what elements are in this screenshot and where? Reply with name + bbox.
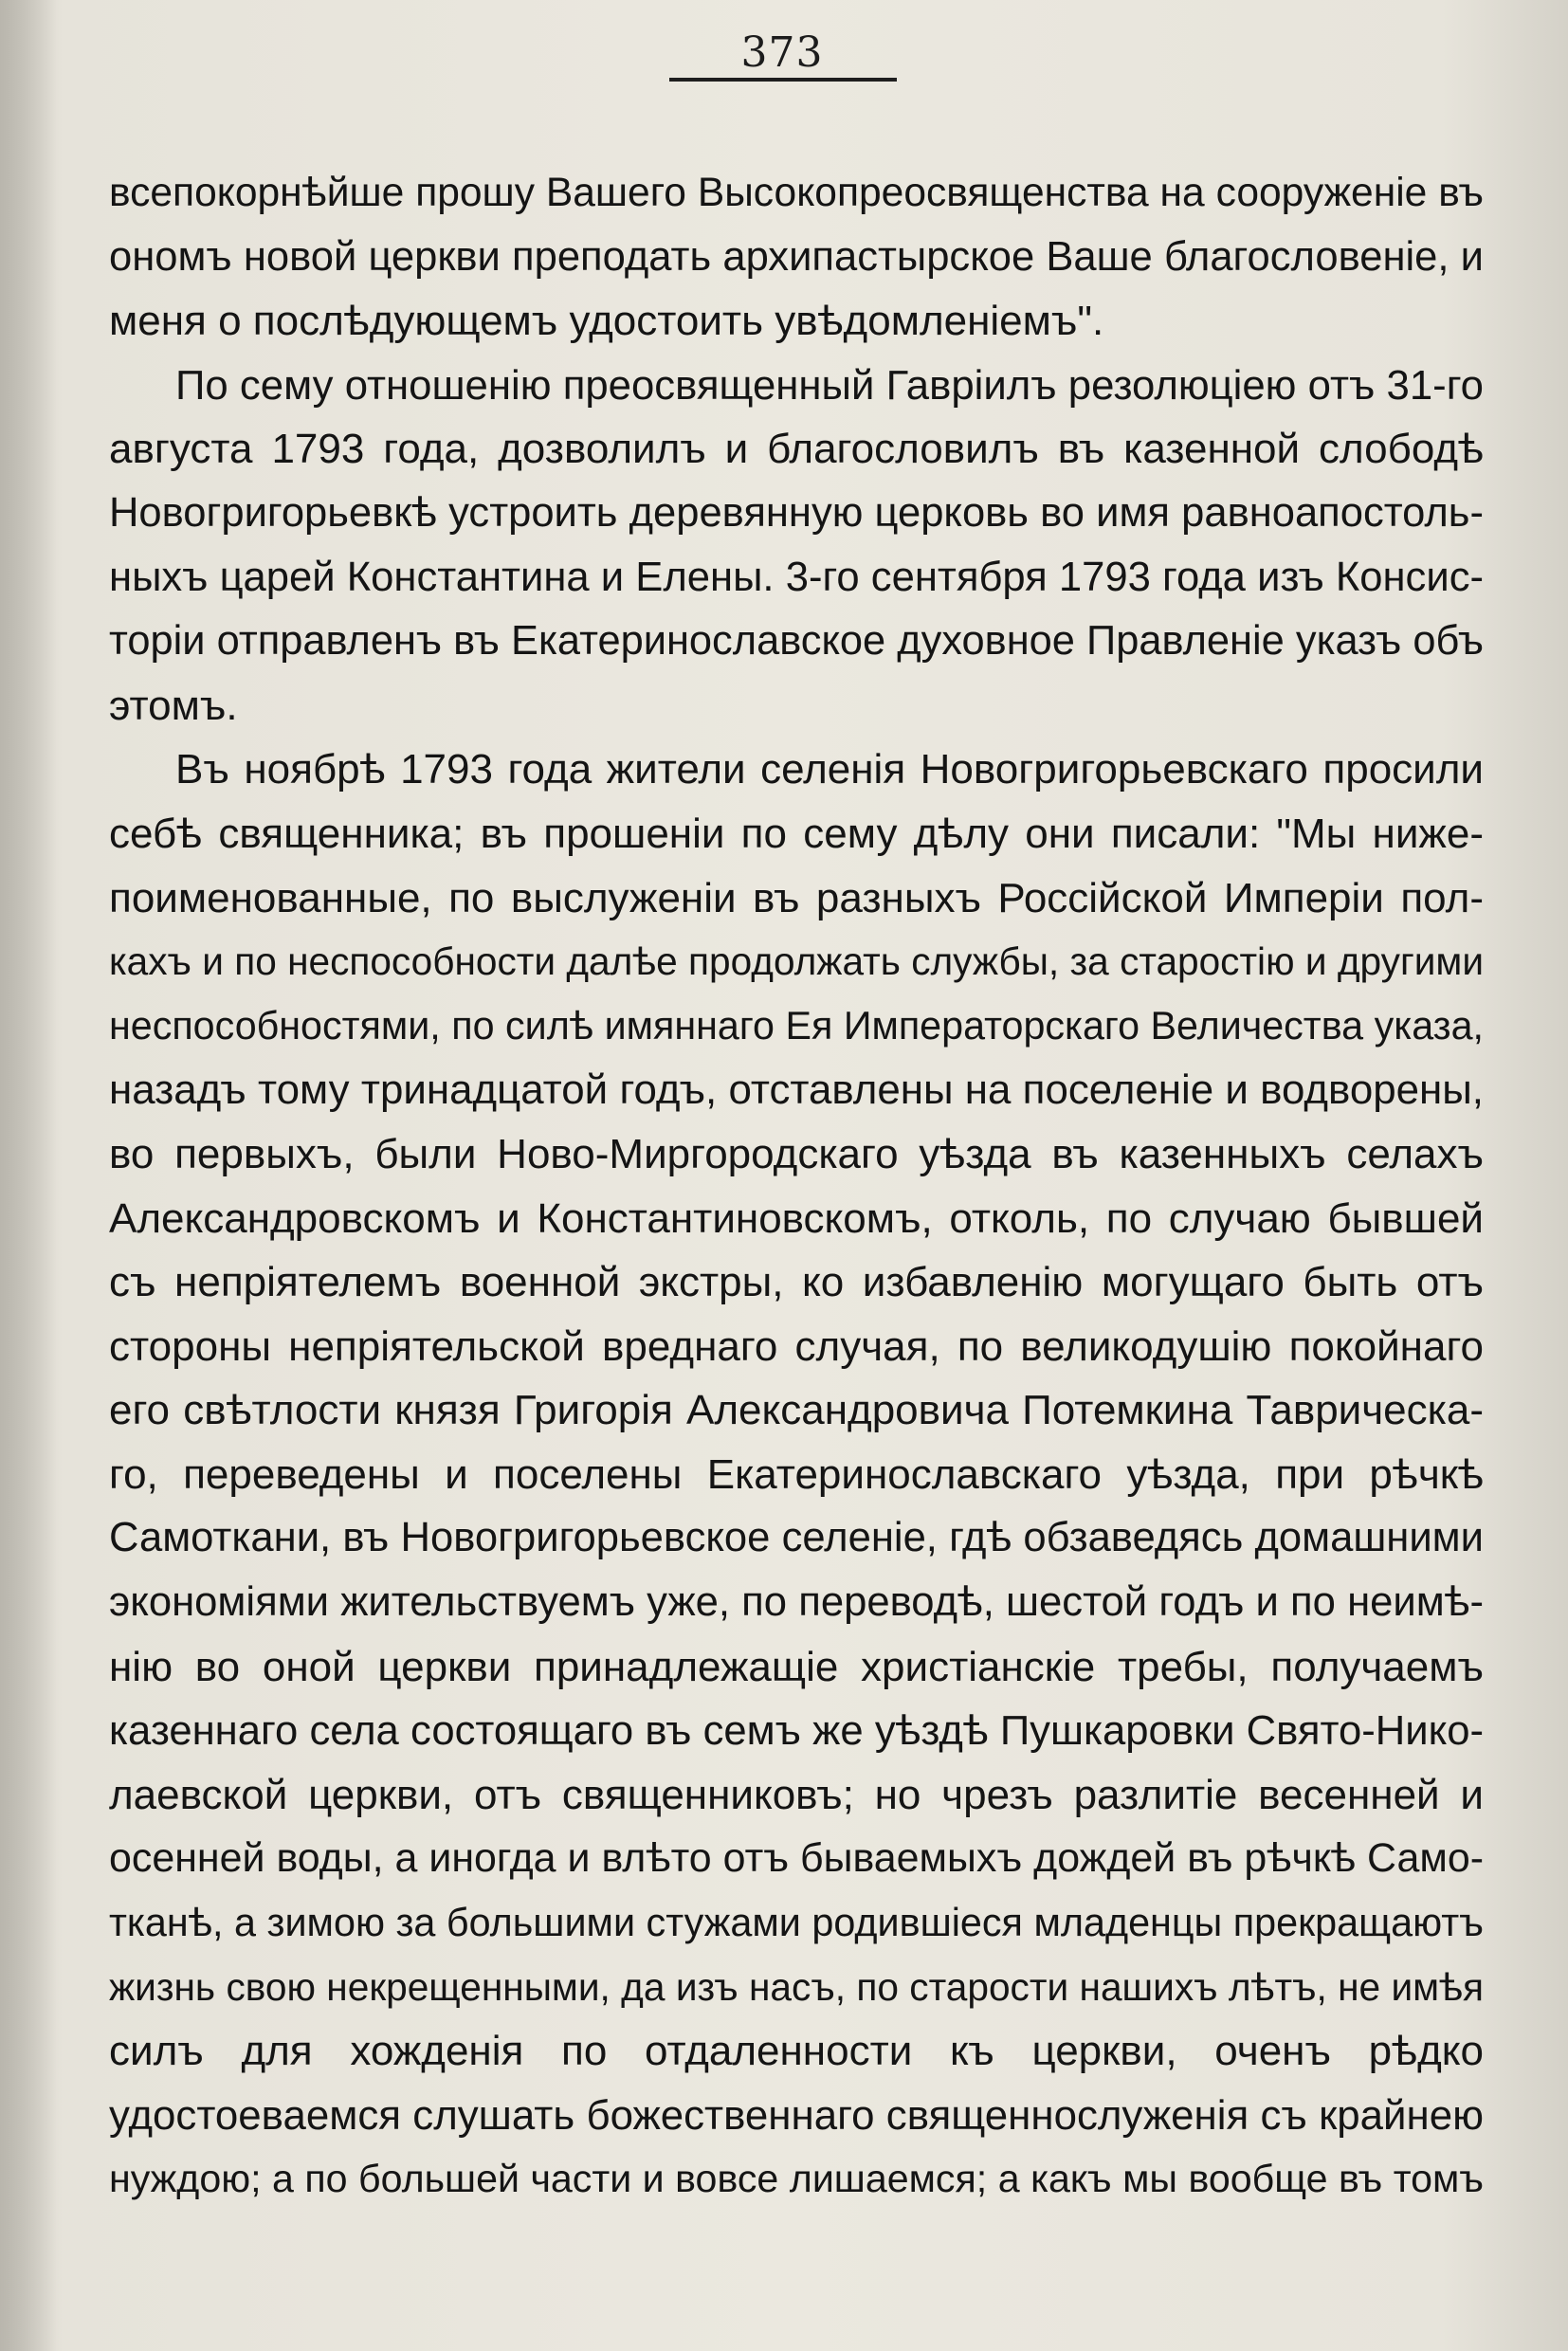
text-line: этомъ.	[109, 682, 238, 729]
text-line: Новогригорьевкѣ устроить деревянную церковь во имя равноапостоль-	[109, 489, 1484, 536]
text-line: Въ ноябрѣ 1793 года жители селенія Новогригорьевскаго просили	[175, 746, 1484, 793]
text-line: всепокорнѣйше прошу Вашего Высокопреосвященства на сооруженіе въ	[109, 170, 1484, 215]
text-line: неспособностями, по силѣ имяннаго Ея Императорскаго Величества указа,	[109, 1003, 1484, 1048]
text-line: себѣ священника; въ прошеніи по сему дѣлу они писали: "Мы ниже-	[109, 810, 1484, 857]
text-line: августа 1793 года, дозволилъ и благословилъ въ казенной слободѣ	[109, 426, 1484, 473]
gutter-shadow	[0, 0, 57, 2351]
text-line: тканѣ, а зимою за большими стужами родившіеся младенцы прекращаютъ	[109, 1901, 1484, 1945]
page-number: 373	[740, 28, 824, 77]
text-line: ныхъ царей Константина и Елены. 3-го сентября 1793 года изъ Консис-	[109, 554, 1484, 600]
text-line: съ непріятелемъ военной экстры, ко избавленію могущаго быть отъ	[109, 1259, 1484, 1306]
text-line: меня о послѣдующемъ удостоить увѣдомленіемъ".	[109, 298, 1104, 345]
text-line: во первыхъ, были Ново-Миргородскаго уѣзда въ казенныхъ селахъ	[109, 1130, 1484, 1177]
text-line: казеннаго села состоящаго въ семъ же уѣздѣ Пушкаровки Свято-Нико-	[109, 1707, 1484, 1755]
text-line: жизнь свою некрещенными, да изъ насъ, по старости нашихъ лѣтъ, не имѣя	[109, 1964, 1484, 2009]
text-line: торіи отправленъ въ Екатеринославское духовное Правленіе указъ объ	[109, 618, 1484, 665]
text-line: По сему отношенію преосвященный Гавріилъ резолюціею отъ 31-го	[175, 361, 1484, 409]
text-line: удостоеваемся слушать божественнаго священнослуженія съ крайнею	[109, 2091, 1484, 2139]
text-line: экономіями жительствуемъ уже, по переводѣ, шестой годъ и по неимѣ-	[109, 1579, 1484, 1626]
text-line: поименованные, по выслуженіи въ разныхъ Россійской Имперіи пол-	[109, 874, 1484, 921]
body-text	[109, 161, 1484, 2212]
text-line: го, переведены и поселены Екатеринославскаго уѣзда, при рѣчкѣ	[109, 1450, 1484, 1498]
text-line: силъ для хожденія по отдаленности къ церкви, оченъ рѣдко	[109, 2028, 1484, 2075]
text-line: стороны непріятельской вреднаго случая, по великодушію покойнаго	[109, 1322, 1484, 1370]
text-line: Александровскомъ и Константиновскомъ, отколь, по случаю бывшей	[109, 1194, 1484, 1242]
text-line: осенней воды, а иногда и влѣто отъ бываемыхъ дождей въ рѣчкѣ Само-	[109, 1835, 1484, 1882]
text-line: его свѣтлости князя Григорія Александровича Потемкина Таврическа-	[109, 1387, 1484, 1434]
text-line: кахъ и по неспособности далѣе продолжать службы, за старостію и другими	[109, 939, 1484, 984]
text-line: лаевской церкви, отъ священниковъ; но чрезъ разлитіе весенней и	[109, 1771, 1484, 1818]
text-line: ономъ новой церкви преподать архипастырское Ваше благословеніе, и	[109, 233, 1484, 280]
text-line: Самоткани, въ Новогригорьевское селеніе, гдѣ обзаведясь домашними	[109, 1515, 1484, 1561]
text-line: нію во оной церкви принадлежащіе христіанскіе требы, получаемъ	[109, 1643, 1484, 1690]
text-line: назадъ тому тринадцатой годъ, отставлены на поселеніе и водворены,	[109, 1066, 1484, 1114]
page-number-rule	[669, 78, 897, 82]
text-line: нуждою; а по большей части и вовсе лишаемся; а какъ мы вообще въ томъ	[109, 2157, 1484, 2201]
